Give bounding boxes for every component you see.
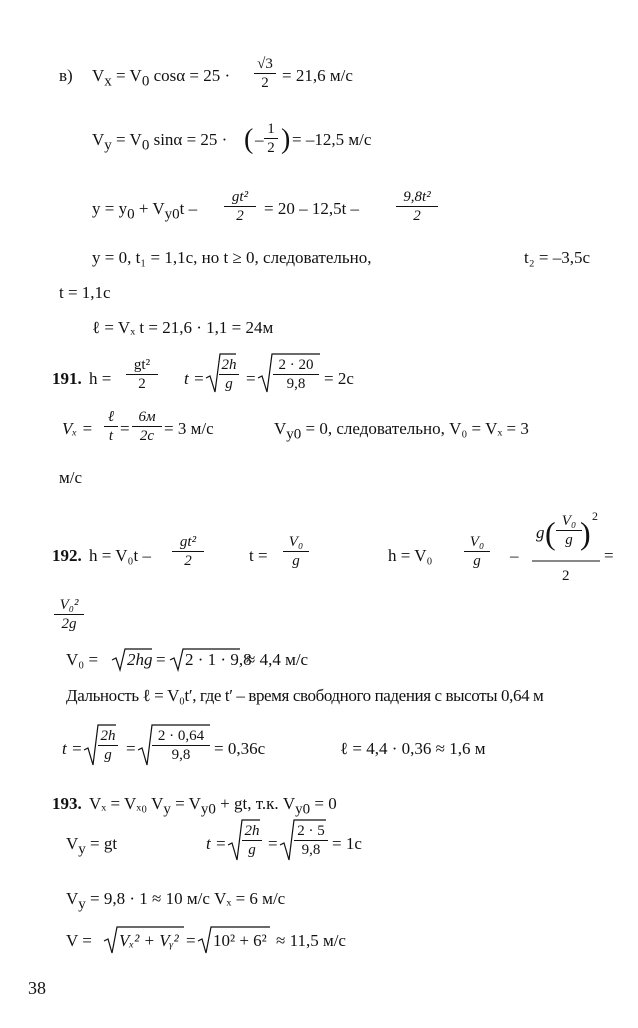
p191-h-fraction: $\frac{\text{gt²}}{2}$ bbox=[126, 356, 158, 393]
p192-v0-left: V₀ = bbox=[66, 650, 99, 669]
p192-v0-eq: = bbox=[156, 650, 166, 669]
p191-eq: = bbox=[246, 369, 256, 388]
p192-minus: – bbox=[510, 546, 519, 565]
y-equation: $y = y_0 + V_{y0}t$ – bbox=[92, 199, 198, 223]
p192-v0-result: ≈ 4,4 м/с bbox=[246, 650, 309, 669]
vy-paren-right: ) bbox=[281, 124, 291, 155]
p192-equals: = bbox=[604, 546, 614, 565]
p192-l-result: ℓ = 4,4 · 0,36 ≈ 1,6 м bbox=[340, 739, 486, 758]
y-fraction-gt2: $\frac{\text{gt²}}{2}$ bbox=[224, 188, 256, 225]
p192-big-paren-left: ( bbox=[545, 515, 556, 551]
p192-t2-fraction-2: $\frac{2 \cdot 0,64}{9,8}$ bbox=[152, 727, 210, 764]
vy-result: = –12,5 м/с bbox=[292, 130, 372, 149]
y-fraction-98: $\frac{\text{9,8t²}}{2}$ bbox=[396, 188, 438, 225]
vx-result: = 21,6 м/с bbox=[282, 66, 353, 85]
p193-line1: Vₓ = Vₓ₀ $V_y = V_{y0}$ + gt, т.к. $V_{y0} = 0$ bbox=[89, 794, 337, 818]
problem-191-number: 191. bbox=[52, 369, 82, 388]
p191-vy-line: $V_{y0} = 0$, следовательно, V₀ = Vₓ = 3 bbox=[274, 419, 529, 443]
vx-equation: $V_x = V_0$ cosα = 25 · bbox=[92, 66, 231, 90]
p192-h-fraction: $\frac{\text{gt²}}{2}$ bbox=[172, 533, 204, 570]
vy-equation: $V_y = V_0$ sinα = 25 · bbox=[92, 130, 228, 154]
p192-t2-eq: = bbox=[126, 739, 136, 758]
p193-v-result: ≈ 11,5 м/с bbox=[276, 931, 346, 950]
p191-t-result: = 2с bbox=[324, 369, 354, 388]
p193-v-sqrt-1-text: Vₓ² + Vᵧ² bbox=[119, 931, 179, 950]
p191-h-left: h = bbox=[89, 369, 112, 388]
p192-h-left: h = V₀t – bbox=[89, 546, 151, 565]
p193-t-result: = 1с bbox=[332, 834, 362, 853]
p193-v-eq: = bbox=[186, 931, 196, 950]
p191-t-left: t = bbox=[184, 369, 205, 388]
p193-v-sqrt-2-text: 10² + 6² bbox=[213, 931, 267, 950]
p192-t-fraction: $\frac{\text{V₀}}{g}$ bbox=[283, 533, 309, 570]
p193-v-left: V = bbox=[66, 931, 92, 950]
t-value: t = 1,1с bbox=[59, 283, 111, 302]
vy-paren-left: ( bbox=[244, 124, 254, 155]
part-v-label: в) bbox=[59, 66, 73, 85]
p192-big-paren-right: ) bbox=[580, 515, 591, 551]
t2-value: t₂ = –3,5с bbox=[524, 248, 591, 267]
p191-sqrt-1-fraction: $\frac{2h}{g}$ bbox=[219, 356, 239, 393]
distance-equation: ℓ = Vₓ t = 21,6 · 1,1 = 24м bbox=[92, 318, 274, 337]
p191-vx-left: Vₓ = bbox=[62, 419, 93, 438]
p192-big-g: g bbox=[536, 523, 545, 542]
vx-fraction: $\frac{√3}{2}$ bbox=[254, 55, 276, 92]
p193-t-left: t = bbox=[206, 834, 227, 853]
p191-unit: м/с bbox=[59, 468, 83, 487]
p191-sqrt-2-fraction: $\frac{2 \cdot 20}{9,8}$ bbox=[273, 356, 319, 393]
p193-fraction-2: $\frac{2 \cdot 5}{9,8}$ bbox=[294, 822, 328, 859]
p191-vx-eq: = bbox=[120, 419, 130, 438]
vy-fraction: $\frac{1}{2}$ bbox=[264, 120, 278, 157]
p191-vx-fraction-1: ℓ t bbox=[104, 408, 118, 445]
p192-big-den: 2 bbox=[562, 568, 570, 584]
p193-fraction-1: $\frac{2h}{g}$ bbox=[242, 822, 262, 859]
p192-t2-result: = 0,36с bbox=[214, 739, 266, 758]
p191-vx-result: = 3 м/с bbox=[164, 419, 214, 438]
p191-vx-fraction-2: 6м 2с bbox=[132, 408, 162, 445]
p192-distance-text: Дальность ℓ = V₀t′, где t′ – время свободного падения с высоты 0,64 м bbox=[66, 686, 544, 705]
p192-sqrt-1-text: 2hg bbox=[127, 650, 153, 669]
page-number: 38 bbox=[28, 978, 46, 998]
y-equation-mid: = 20 – 12,5t – bbox=[264, 199, 360, 218]
problem-193-number: 193. bbox=[52, 794, 82, 813]
p192-h2-left: h = V₀ bbox=[388, 546, 433, 565]
p193-t-eq: = bbox=[268, 834, 278, 853]
p192-inner-fraction: $\frac{\text{V₀}}{g}$ bbox=[556, 512, 582, 549]
p193-vy2-line: $V_y = 9,8 \cdot 1 \approx 10$ м/с Vₓ = 6 м/с bbox=[66, 889, 286, 913]
y-zero-line: y = 0, t₁ = 1,1с, но t ≥ 0, следовательно, bbox=[92, 248, 372, 267]
p192-t-left: t = bbox=[249, 546, 268, 565]
p192-t2-fraction-1: $\frac{2h}{g}$ bbox=[98, 727, 118, 764]
p192-t2-left: t = bbox=[62, 739, 83, 758]
p193-vy-line: $V_y$ = gt bbox=[66, 834, 118, 858]
p192-cont-fraction: $\frac{\text{V₀²}}{2g}$ bbox=[54, 596, 84, 633]
p192-big-exponent: 2 bbox=[592, 509, 598, 523]
problem-192-number: 192. bbox=[52, 546, 82, 565]
vy-minus: – bbox=[255, 130, 264, 149]
p192-h2-fraction: $\frac{\text{V₀}}{g}$ bbox=[464, 533, 490, 570]
p192-big-fraction-bar bbox=[532, 560, 600, 562]
p192-sqrt-2-text: 2 · 1 · 9,8 bbox=[185, 650, 252, 669]
